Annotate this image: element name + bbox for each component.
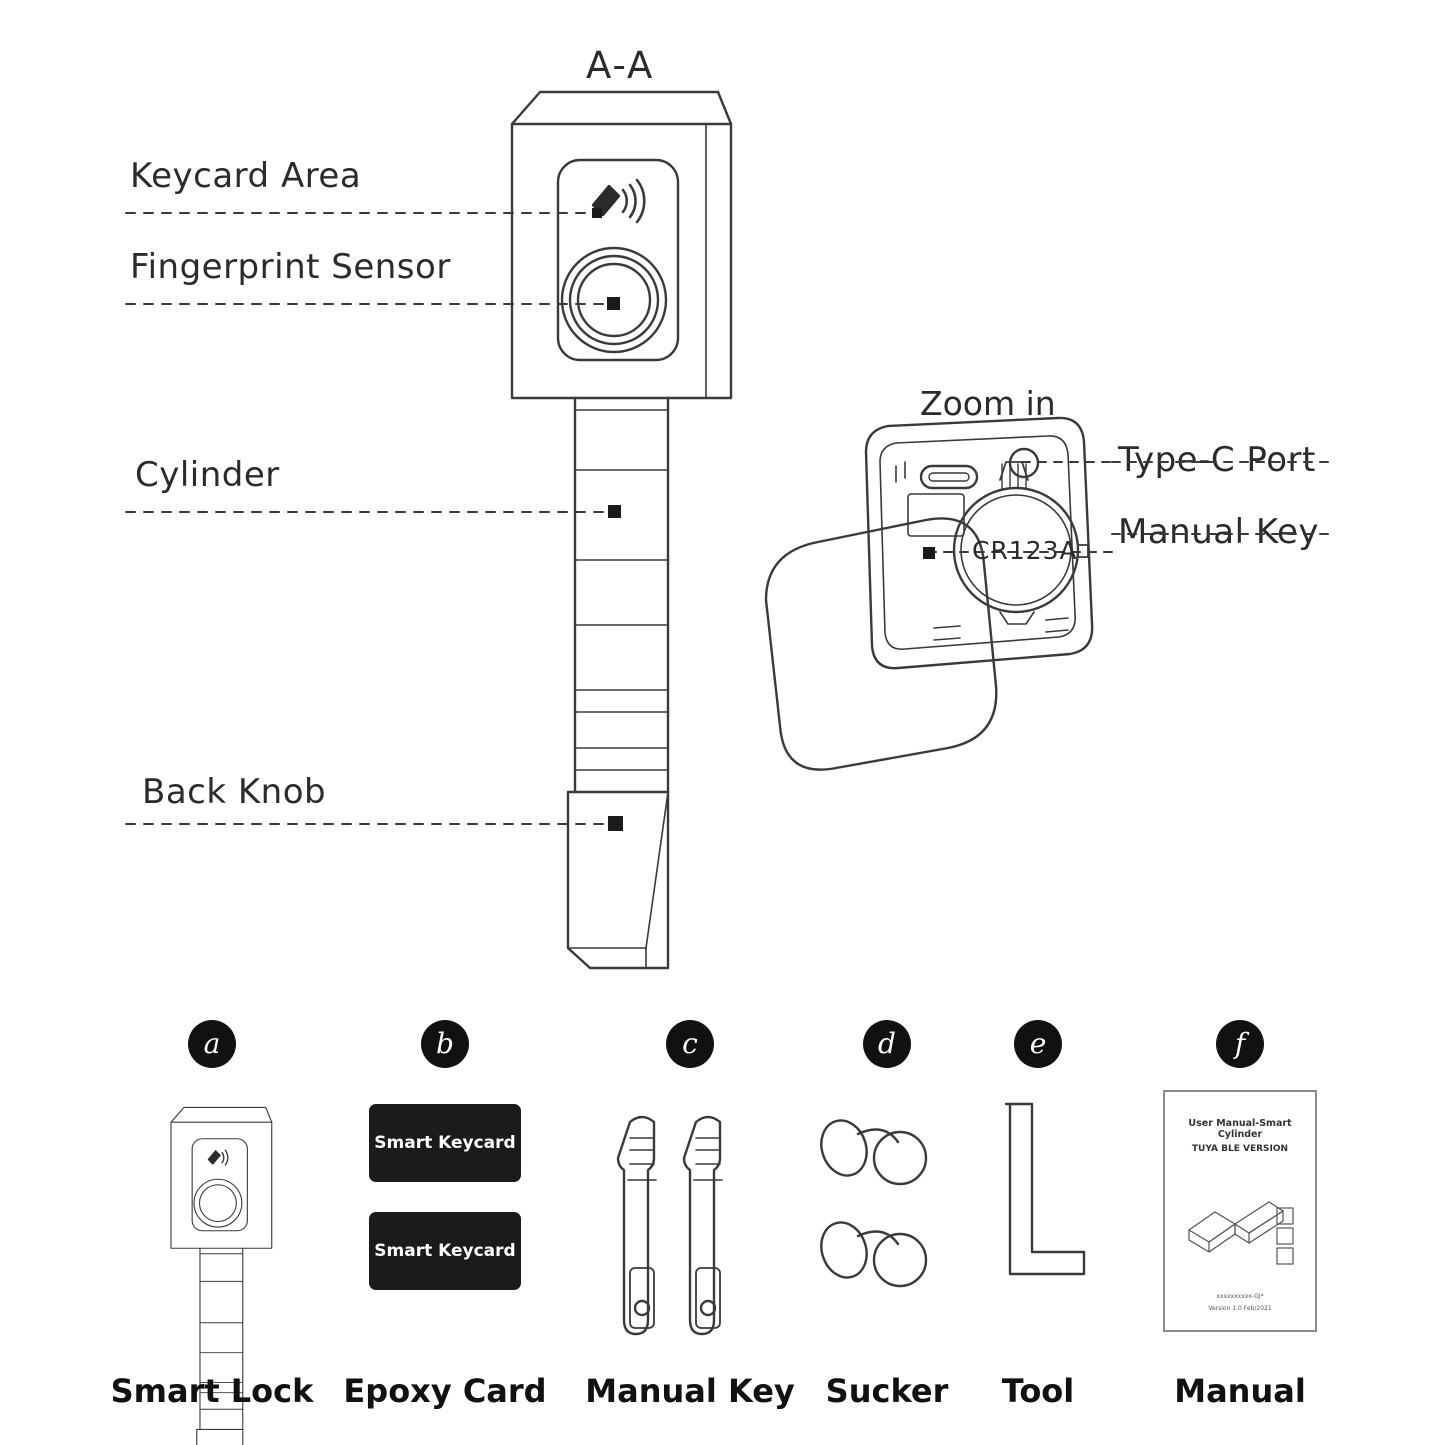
part-badge-a: a bbox=[188, 1020, 236, 1068]
part-badge-d: d bbox=[863, 1020, 911, 1068]
part-label-epoxy-card: Epoxy Card bbox=[343, 1372, 547, 1410]
parts-list bbox=[0, 1020, 1445, 1440]
callout-label-type-c-port: Type-C Port bbox=[1118, 440, 1316, 480]
keycard-1: Smart Keycard bbox=[369, 1104, 521, 1182]
part-badge-e: e bbox=[1014, 1020, 1062, 1068]
manual-doc-title: User Manual-Smart Cylinder bbox=[1188, 1118, 1292, 1140]
manual-doc-subtitle: TUYA BLE VERSION bbox=[1191, 1144, 1289, 1154]
callout-label-manual-key: Manual Key bbox=[1118, 512, 1319, 552]
callout-label-cylinder: Cylinder bbox=[135, 455, 280, 495]
part-item-tool bbox=[948, 1020, 1128, 1410]
part-badge-c: c bbox=[666, 1020, 714, 1068]
part-art-smart-lock bbox=[92, 1082, 332, 1332]
part-label-manual-key: Manual Key bbox=[585, 1372, 795, 1410]
section-title-aa: A-A bbox=[586, 44, 655, 87]
part-item-manual bbox=[1120, 1020, 1360, 1410]
manual-document bbox=[1163, 1090, 1317, 1332]
battery-label: CR123A bbox=[972, 536, 1078, 565]
keycard-2: Smart Keycard bbox=[369, 1212, 521, 1290]
part-label-manual: Manual bbox=[1174, 1372, 1306, 1410]
callout-label-keycard-area: Keycard Area bbox=[130, 156, 362, 196]
part-badge-f: f bbox=[1216, 1020, 1264, 1068]
zoom-in-title: Zoom in bbox=[920, 384, 1056, 423]
part-label-smart-lock: Smart Lock bbox=[110, 1372, 314, 1410]
part-art-tool bbox=[948, 1082, 1128, 1332]
callout-label-back-knob: Back Knob bbox=[142, 772, 327, 812]
part-item-epoxy-card bbox=[325, 1020, 565, 1410]
manual-doc-footer-2: Version 1.0 Feb/2021 bbox=[1208, 1305, 1272, 1312]
manual-doc-footer-1: xxxxxxxxxx-GJ* bbox=[1216, 1293, 1264, 1300]
part-item-smart-lock bbox=[92, 1020, 332, 1410]
manual-doc-illustration bbox=[1165, 1174, 1315, 1284]
callout-label-fingerprint-sensor: Fingerprint Sensor bbox=[130, 247, 451, 287]
part-badge-b: b bbox=[421, 1020, 469, 1068]
part-label-sucker: Sucker bbox=[825, 1372, 949, 1410]
part-label-tool: Tool bbox=[1001, 1372, 1075, 1410]
